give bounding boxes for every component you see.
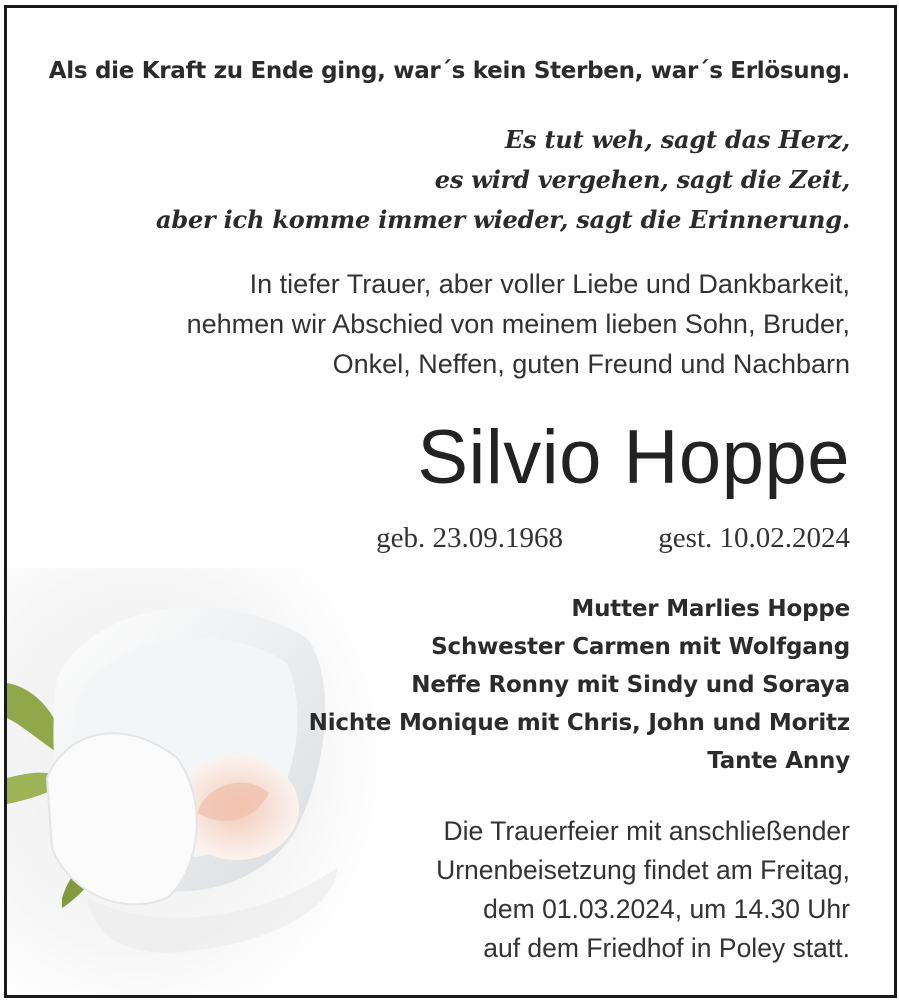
funeral-service-info <box>436 812 850 968</box>
intro-line: In tiefer Trauer, aber voller Liebe und Dankbarkeit, <box>249 269 850 299</box>
service-line: dem 01.03.2024, um 14.30 Uhr <box>483 894 850 924</box>
birth-date: geb. 23.09.1968 <box>376 522 564 554</box>
poem-line: aber ich komme immer wieder, sagt die Erinnerung. <box>156 205 850 234</box>
life-dates <box>376 522 850 555</box>
deceased-name: Silvio Hoppe <box>417 415 850 500</box>
mourner: Mutter Marlies Hoppe <box>571 596 850 622</box>
obituary-notice <box>4 5 897 998</box>
mourner: Neffe Ronny mit Sindy und Soraya <box>411 672 850 698</box>
service-line: auf dem Friedhof in Poley statt. <box>483 933 850 963</box>
mourners-list <box>309 590 850 780</box>
mourner: Tante Anny <box>707 748 850 774</box>
intro-line: Onkel, Neffen, guten Freund und Nachbarn <box>332 349 850 379</box>
death-date: gest. 10.02.2024 <box>658 522 850 554</box>
mourner: Schwester Carmen mit Wolfgang <box>431 634 850 660</box>
service-line: Die Trauerfeier mit anschließender <box>443 816 850 846</box>
motto: Als die Kraft zu Ende ging, war´s kein Sterben, war´s Erlösung. <box>48 58 850 84</box>
intro-line: nehmen wir Abschied von meinem lieben Sohn, Bruder, <box>186 309 850 339</box>
poem-line: es wird vergehen, sagt die Zeit, <box>434 165 850 194</box>
poem-line: Es tut weh, sagt das Herz, <box>504 125 850 154</box>
intro-text <box>187 264 850 384</box>
mourner: Nichte Monique mit Chris, John und Moritz <box>308 710 850 736</box>
poem <box>156 120 850 240</box>
service-line: Urnenbeisetzung findet am Freitag, <box>436 855 850 885</box>
